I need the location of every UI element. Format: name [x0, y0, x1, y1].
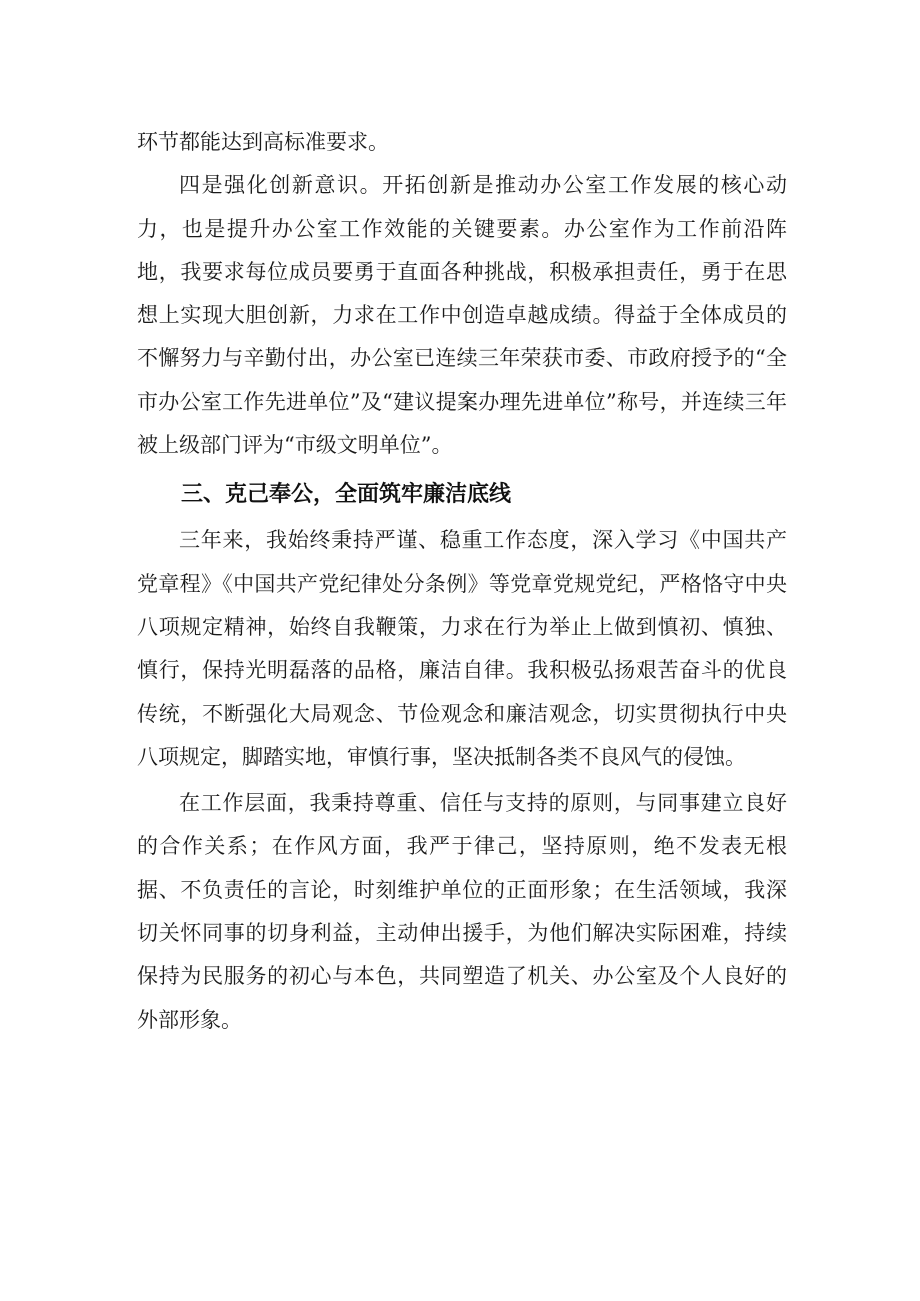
paragraph-continuation: 环节都能达到高标准要求。	[137, 130, 389, 154]
document-body	[137, 121, 787, 1042]
paragraph-work-conduct: 在工作层面，我秉持尊重、信任与支持的原则，与同事建立良好的合作关系；在作风方面，我严于律己，坚持原则，绝不发表无根据、不负责任的言论，时刻维护单位的正面形象；在生活领域，我深切关怀同事的切身利益，主动伸出援手，为他们解决实际困难，持续保持为民服务的初心与本色，共同塑造了机关、办公室及个人良好的外部形象。	[137, 791, 787, 1032]
paragraph-integrity: 三年来，我始终秉持严谨、稳重工作态度，深入学习《中国共产党章程》《中国共产党纪律处分条例》等党章党规党纪，严格恪守中央八项规定精神，始终自我鞭策，力求在行为举止上做到慎初、慎独、慎行，保持光明磊落的品格，廉洁自律。我积极弘扬艰苦奋斗的优良传统，不断强化大局观念、节俭观念和廉洁观念，切实贯彻执行中央八项规定，脚踏实地，审慎行事，坚决抵制各类不良风气的侵蚀。	[137, 528, 787, 769]
section-heading: 三、克己奉公，全面筑牢廉洁底线	[181, 482, 512, 508]
paragraph-innovation: 四是强化创新意识。开拓创新是推动办公室工作发展的核心动力，也是提升办公室工作效能的关键要素。办公室作为工作前沿阵地，我要求每位成员要勇于直面各种挑战，积极承担责任，勇于在思想上实现大胆创新，力求在工作中创造卓越成绩。得益于全体成员的不懈努力与辛勤付出，办公室已连续三年荣获市委、市政府授予的“全市办公室工作先进单位”及“建议提案办理先进单位”称号，并连续三年被上级部门评为“市级文明单位”。	[137, 173, 787, 458]
